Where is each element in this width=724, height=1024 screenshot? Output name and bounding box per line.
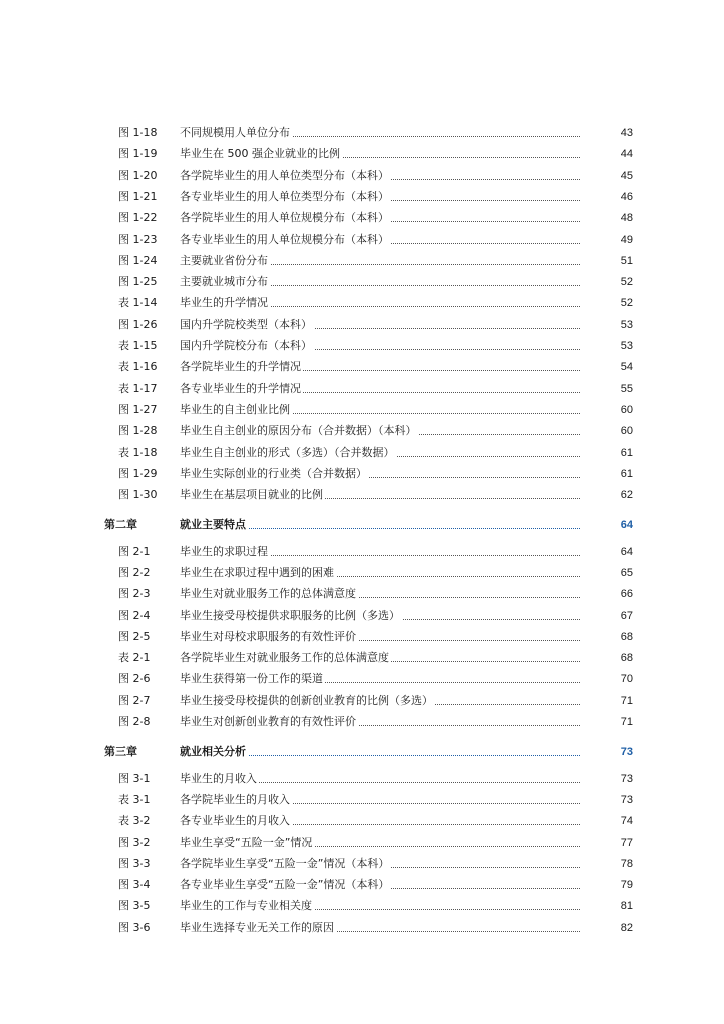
toc-page-number: 70 — [580, 669, 633, 689]
toc-entry-label: 图 2-4 — [118, 609, 151, 622]
toc-entry-title: 各学院毕业生享受“五险一金”情况（本科） — [180, 854, 391, 874]
toc-chapter-row[interactable] — [0, 742, 724, 762]
toc-entry-label: 图 1-27 — [118, 403, 158, 416]
toc-entry-label: 图 1-20 — [118, 169, 158, 182]
toc-page-number: 68 — [580, 648, 633, 668]
toc-entry-title: 毕业生在基层项目就业的比例 — [180, 485, 325, 505]
toc-page-number: 51 — [580, 251, 633, 271]
toc-page-number: 53 — [580, 315, 633, 335]
toc-entry-title: 毕业生的自主创业比例 — [180, 400, 292, 420]
toc-entry-title: 毕业生在求职过程中遇到的困难 — [180, 563, 336, 583]
toc-page-number: 82 — [580, 918, 633, 938]
toc-chapter-row[interactable] — [0, 515, 724, 535]
toc-page-number: 78 — [580, 854, 633, 874]
toc-chapter-label: 第二章 — [104, 518, 137, 531]
toc-entry-title: 主要就业省份分布 — [180, 251, 270, 271]
toc-entry-title: 毕业生自主创业的形式（多选）（合并数据） — [180, 443, 397, 463]
toc-entry-title: 各学院毕业生对就业服务工作的总体满意度 — [180, 648, 391, 668]
toc-entry-row[interactable] — [0, 357, 724, 377]
toc-entry-label: 图 1-25 — [118, 275, 158, 288]
toc-entry-label: 图 1-21 — [118, 190, 158, 203]
toc-entry-label: 表 1-16 — [118, 360, 158, 373]
toc-page-number: 61 — [580, 464, 633, 484]
toc-entry-row[interactable] — [0, 584, 724, 604]
toc-entry-label: 表 2-1 — [118, 651, 151, 664]
toc-entry-title: 主要就业城市分布 — [180, 272, 270, 292]
toc-entry-title: 各专业毕业生的月收入 — [180, 811, 292, 831]
toc-entry-row[interactable] — [0, 208, 724, 228]
toc-entry-title: 毕业生享受“五险一金”情况 — [180, 833, 314, 853]
toc-entry-row[interactable] — [0, 712, 724, 732]
toc-page-number: 74 — [580, 811, 633, 831]
toc-page-number: 54 — [580, 357, 633, 377]
toc-entry-row[interactable] — [0, 379, 724, 399]
toc-entry-row[interactable] — [0, 315, 724, 335]
toc-entry-label: 图 1-29 — [118, 467, 158, 480]
toc-page-number: 60 — [580, 421, 633, 441]
toc-page-number: 52 — [580, 293, 633, 313]
toc-entry-title: 各专业毕业生的用人单位类型分布（本科） — [180, 187, 391, 207]
toc-entry-row[interactable] — [0, 648, 724, 668]
toc-entry-row[interactable] — [0, 896, 724, 916]
toc-entry-title: 国内升学院校分布（本科） — [180, 336, 314, 356]
toc-entry-label: 图 1-26 — [118, 318, 158, 331]
toc-entry-label: 图 2-3 — [118, 587, 151, 600]
toc-entry-row[interactable] — [0, 336, 724, 356]
toc-entry-label: 图 3-1 — [118, 772, 151, 785]
toc-entry-label: 图 2-7 — [118, 694, 151, 707]
toc-entry-label: 表 3-1 — [118, 793, 151, 806]
toc-entry-title: 毕业生实际创业的行业类（合并数据） — [180, 464, 369, 484]
toc-entry-title: 各学院毕业生的用人单位规模分布（本科） — [180, 208, 391, 228]
toc-entry-row[interactable] — [0, 400, 724, 420]
toc-chapter-label: 第三章 — [104, 745, 137, 758]
toc-page-number: 77 — [580, 833, 633, 853]
toc-page-number: 60 — [580, 400, 633, 420]
toc-entry-row[interactable] — [0, 421, 724, 441]
toc-entry-row[interactable] — [0, 833, 724, 853]
toc-entry-row[interactable] — [0, 563, 724, 583]
toc-entry-title: 毕业生的月收入 — [180, 769, 259, 789]
toc-entry-row[interactable] — [0, 123, 724, 143]
toc-entry-title: 各学院毕业生的升学情况 — [180, 357, 303, 377]
toc-entry-label: 图 2-6 — [118, 672, 151, 685]
toc-page-number: 53 — [580, 336, 633, 356]
toc-page-number: 55 — [580, 379, 633, 399]
toc-page-number: 79 — [580, 875, 633, 895]
toc-entry-label: 图 3-4 — [118, 878, 151, 891]
toc-page-number: 52 — [580, 272, 633, 292]
toc-page-number: 64 — [580, 515, 633, 535]
toc-entry-title: 不同规模用人单位分布 — [180, 123, 292, 143]
toc-entry-title: 毕业生对母校求职服务的有效性评价 — [180, 627, 358, 647]
toc-entry-label: 表 1-14 — [118, 296, 158, 309]
toc-entry-title: 国内升学院校类型（本科） — [180, 315, 314, 335]
toc-entry-label: 图 1-19 — [118, 147, 158, 160]
toc-page-number: 62 — [580, 485, 633, 505]
toc-page-number: 44 — [580, 144, 633, 164]
toc-entry-title: 毕业生在 500 强企业就业的比例 — [180, 144, 342, 164]
toc-entry-row[interactable] — [0, 443, 724, 463]
toc-page-number: 49 — [580, 230, 633, 250]
toc-entry-label: 图 1-23 — [118, 233, 158, 246]
toc-entry-label: 表 1-15 — [118, 339, 158, 352]
toc-entry-title: 毕业生的工作与专业相关度 — [180, 896, 314, 916]
toc-entry-row[interactable] — [0, 606, 724, 626]
toc-entry-row[interactable] — [0, 811, 724, 831]
toc-chapter-title: 就业主要特点 — [180, 515, 248, 535]
toc-entry-label: 图 1-30 — [118, 488, 158, 501]
toc-entry-label: 图 1-22 — [118, 211, 158, 224]
toc-page-number: 71 — [580, 712, 633, 732]
toc-entry-label: 表 3-2 — [118, 814, 151, 827]
toc-entry-title: 各学院毕业生的月收入 — [180, 790, 292, 810]
toc-entry-row[interactable] — [0, 485, 724, 505]
toc-page-number: 68 — [580, 627, 633, 647]
toc-entry-label: 图 1-18 — [118, 126, 158, 139]
toc-entry-row[interactable] — [0, 691, 724, 711]
toc-entry-label: 图 3-6 — [118, 921, 151, 934]
toc-page-number: 43 — [580, 123, 633, 143]
toc-entry-label: 表 1-18 — [118, 446, 158, 459]
toc-entry-title: 各学院毕业生的用人单位类型分布（本科） — [180, 166, 391, 186]
toc-entry-title: 毕业生对就业服务工作的总体满意度 — [180, 584, 358, 604]
toc-entry-title: 毕业生对创新创业教育的有效性评价 — [180, 712, 358, 732]
toc-page-number: 48 — [580, 208, 633, 228]
toc-page-number: 73 — [580, 790, 633, 810]
toc-entry-row[interactable] — [0, 875, 724, 895]
toc-entry-label: 图 1-28 — [118, 424, 158, 437]
toc-entry-title: 毕业生选择专业无关工作的原因 — [180, 918, 336, 938]
toc-entry-title: 毕业生获得第一份工作的渠道 — [180, 669, 325, 689]
toc-entry-row[interactable] — [0, 230, 724, 250]
toc-entry-label: 图 2-5 — [118, 630, 151, 643]
toc-entry-row[interactable] — [0, 918, 724, 938]
toc-page-number: 67 — [580, 606, 633, 626]
toc-page-number: 45 — [580, 166, 633, 186]
toc-entry-row[interactable] — [0, 144, 724, 164]
toc-entry-label: 图 2-2 — [118, 566, 151, 579]
toc-entry-row[interactable] — [0, 251, 724, 271]
toc-entry-title: 各专业毕业生享受“五险一金”情况（本科） — [180, 875, 391, 895]
toc-entry-label: 表 1-17 — [118, 382, 158, 395]
toc-page-number: 73 — [580, 742, 633, 762]
toc-entry-row[interactable] — [0, 790, 724, 810]
toc-entry-row[interactable] — [0, 669, 724, 689]
toc-chapter-title: 就业相关分析 — [180, 742, 248, 762]
toc-page-number: 64 — [580, 542, 633, 562]
toc-page-number: 65 — [580, 563, 633, 583]
toc-entry-row[interactable] — [0, 464, 724, 484]
toc-entry-row[interactable] — [0, 854, 724, 874]
toc-entry-row[interactable] — [0, 187, 724, 207]
toc-entry-title: 各专业毕业生的升学情况 — [180, 379, 303, 399]
toc-entry-title: 毕业生的升学情况 — [180, 293, 270, 313]
toc-entry-title: 毕业生的求职过程 — [180, 542, 270, 562]
toc-entry-title: 毕业生自主创业的原因分布（合并数据）（本科） — [180, 421, 419, 441]
toc-page-number: 73 — [580, 769, 633, 789]
toc-entry-row[interactable] — [0, 293, 724, 313]
toc-entry-label: 图 3-3 — [118, 857, 151, 870]
toc-entry-label: 图 2-1 — [118, 545, 151, 558]
toc-page-number: 71 — [580, 691, 633, 711]
toc-entry-label: 图 3-2 — [118, 836, 151, 849]
toc-page-number: 61 — [580, 443, 633, 463]
toc-entry-title: 毕业生接受母校提供的创新创业教育的比例（多选） — [180, 691, 435, 711]
toc-entry-row[interactable] — [0, 542, 724, 562]
toc-entry-row[interactable] — [0, 769, 724, 789]
toc-entry-label: 图 1-24 — [118, 254, 158, 267]
toc-entry-row[interactable] — [0, 166, 724, 186]
toc-entry-label: 图 3-5 — [118, 899, 151, 912]
toc-entry-row[interactable] — [0, 627, 724, 647]
toc-entry-title: 毕业生接受母校提供求职服务的比例（多选） — [180, 606, 402, 626]
toc-entry-title: 各专业毕业生的用人单位规模分布（本科） — [180, 230, 391, 250]
toc-entry-label: 图 2-8 — [118, 715, 151, 728]
toc-page-number: 81 — [580, 896, 633, 916]
toc-entry-row[interactable] — [0, 272, 724, 292]
toc-page-number: 46 — [580, 187, 633, 207]
toc-page-number: 66 — [580, 584, 633, 604]
